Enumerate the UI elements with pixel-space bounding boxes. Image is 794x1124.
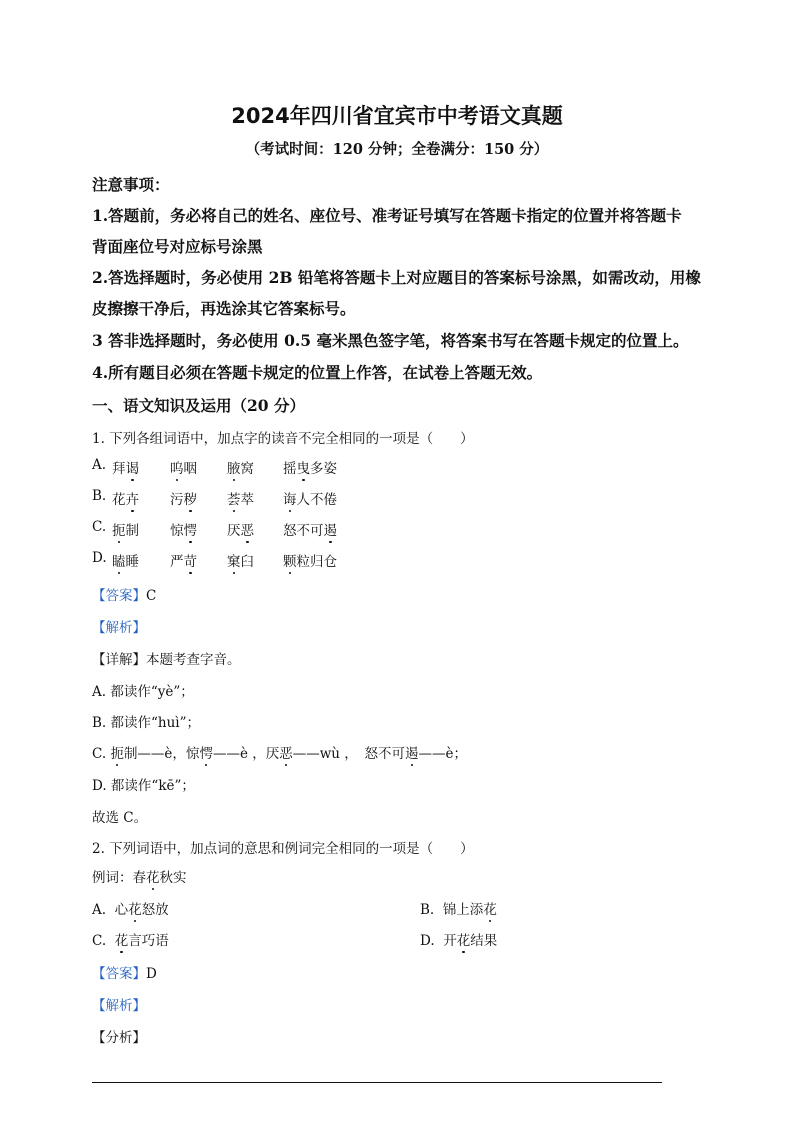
dotted-char: 恶 — [241, 519, 255, 539]
q1-option-label: C. — [92, 519, 107, 535]
q1-expl-a: A. 都读作“yè”； — [92, 684, 194, 700]
q2-option-d — [420, 929, 497, 949]
dotted-char: 扼 — [112, 519, 126, 539]
notice-item-2-line-1: 2.答选择题时，务必使用 2B 铅笔将答题卡上对应题目的答案标号涂黑，如需改动，用橡 — [92, 268, 701, 287]
option-part: 开 — [443, 933, 457, 949]
q1-word — [227, 457, 254, 477]
q2-option-c — [92, 929, 169, 949]
q1-stem: 1. 下列各组词语中，加点字的读音不完全相同的一项是（ ） — [92, 431, 474, 447]
detail-tag: 【详解】 — [92, 652, 146, 668]
q1-word — [227, 519, 254, 539]
footer-divider — [92, 1082, 662, 1083]
answer-tag: 【答案】 — [92, 588, 146, 604]
page-title: 2024年四川省宜宾市中考语文真题 — [231, 104, 563, 128]
expl-part: ——wù ， 怒不可 — [292, 746, 406, 762]
dotted-char: 愕 — [184, 519, 198, 539]
dotted-char: 花 — [128, 898, 142, 918]
option-label: B. — [420, 902, 435, 918]
dotted-char: 苛 — [184, 550, 198, 570]
q1-detail — [92, 648, 241, 668]
page-subtitle: （考试时间：120 分钟；全卷满分：150 分） — [245, 141, 549, 158]
word-part: 拜 — [112, 461, 126, 477]
q1-option-label: D. — [92, 550, 107, 566]
example-part: 秋实 — [159, 870, 187, 886]
option-label: C. — [92, 933, 107, 949]
notice-item-4: 4.所有题目必须在答题卡规定的位置上作答，在试卷上答题无效。 — [92, 363, 543, 382]
word-part: 睡 — [125, 554, 139, 570]
dotted-char: 恶 — [279, 742, 293, 762]
dotted-char: 呜 — [170, 457, 184, 477]
answer-tag: 【答案】 — [92, 966, 146, 982]
dotted-char: 遏 — [405, 742, 419, 762]
q1-word — [170, 550, 197, 570]
q2-analysis-sub: 【分析】 — [92, 1030, 146, 1046]
word-part: 严 — [170, 554, 184, 570]
detail-text: 本题考查字音。 — [146, 652, 241, 668]
option-part: 心 — [114, 902, 129, 918]
q1-word — [227, 550, 254, 570]
q1-word — [112, 550, 139, 570]
q2-analysis — [92, 994, 146, 1014]
option-label: A. — [92, 902, 107, 918]
dotted-char: 荟 — [227, 488, 241, 508]
word-part: 厌 — [227, 523, 241, 539]
expl-part: 制——è，惊 — [123, 746, 200, 762]
answer-value: C — [146, 588, 157, 604]
q2-option-b — [420, 898, 497, 918]
q1-word — [112, 488, 139, 508]
notice-item-3: 3 答非选择题时，务必使用 0.5 毫米黑色签字笔，将答案书写在答题卡规定的位置上。 — [92, 331, 689, 350]
notice-heading: 注意事项： — [92, 175, 170, 194]
dotted-char: 窠 — [227, 550, 241, 570]
q1-word — [112, 457, 139, 477]
word-part: 摇 — [283, 461, 297, 477]
dotted-char: 愕 — [199, 742, 213, 762]
q1-expl-d: D. 都读作“kē”； — [92, 778, 195, 794]
dotted-char: 曳 — [297, 457, 311, 477]
q1-word — [283, 457, 337, 477]
option-part: 结果 — [470, 933, 498, 949]
dotted-char: 花 — [483, 898, 497, 918]
notice-item-1-line-1: 1.答题前，务必将自己的姓名、座位号、准考证号填写在答题卡指定的位置并将答题卡 — [92, 206, 682, 225]
dotted-char: 遏 — [324, 519, 338, 539]
option-label: D. — [420, 933, 435, 949]
example-part: 例词：春 — [92, 870, 146, 886]
q1-word — [112, 519, 139, 539]
notice-item-1-line-2: 背面座位号对应标号涂黑 — [92, 237, 263, 256]
q2-answer — [92, 962, 157, 982]
answer-value: D — [146, 966, 157, 982]
q2-example — [92, 866, 187, 886]
word-part: 多姿 — [310, 461, 337, 477]
dotted-char: 花 — [457, 929, 471, 949]
word-part: 人不倦 — [296, 492, 337, 508]
dotted-char: 花 — [146, 866, 160, 886]
dotted-char: 诲 — [283, 488, 297, 508]
dotted-char: 花 — [115, 929, 129, 949]
q1-word — [170, 457, 197, 477]
analysis-tag: 【解析】 — [92, 998, 146, 1014]
notice-item-2-line-2: 皮擦擦干净后，再选涂其它答案标号。 — [92, 299, 356, 318]
word-part: 臼 — [240, 554, 254, 570]
q1-option-label: B. — [92, 488, 107, 504]
dotted-char: 扼 — [110, 742, 124, 762]
q1-conclusion: 故选 C。 — [92, 810, 148, 826]
word-part: 窝 — [240, 461, 254, 477]
analysis-tag: 【解析】 — [92, 620, 146, 636]
q2-stem: 2. 下列词语中，加点词的意思和例词完全相同的一项是（ ） — [92, 841, 474, 857]
option-part: 怒放 — [141, 902, 169, 918]
expl-part: ——è ，厌 — [212, 746, 280, 762]
word-part: 污 — [170, 492, 184, 508]
q1-word — [283, 488, 337, 508]
q1-word — [283, 519, 337, 539]
dotted-char: 腋 — [227, 457, 241, 477]
q1-expl-c — [92, 742, 467, 762]
option-part: 言巧语 — [128, 933, 169, 949]
dotted-char: 谒 — [126, 457, 140, 477]
word-part: 制 — [125, 523, 139, 539]
q2-option-a — [92, 898, 169, 918]
word-part: 怒不可 — [283, 523, 324, 539]
dotted-char: 瞌 — [112, 550, 126, 570]
q1-word — [283, 550, 337, 570]
word-part: 咽 — [183, 461, 197, 477]
q1-option-label: A. — [92, 457, 107, 473]
q1-word — [227, 488, 254, 508]
word-part: 花 — [112, 492, 126, 508]
expl-part: ——è； — [418, 746, 468, 762]
q1-analysis — [92, 616, 146, 636]
section-heading: 一、语文知识及运用（20 分） — [92, 396, 305, 415]
q1-word — [170, 519, 197, 539]
dotted-char: 颗 — [283, 550, 297, 570]
dotted-char: 卉 — [126, 488, 140, 508]
q1-answer — [92, 584, 156, 604]
dotted-char: 秽 — [184, 488, 198, 508]
expl-part: C. — [92, 746, 111, 762]
q1-word — [170, 488, 197, 508]
word-part: 萃 — [240, 492, 254, 508]
option-part: 锦上添 — [442, 902, 484, 918]
word-part: 粒归仓 — [296, 554, 337, 570]
q1-expl-b: B. 都读作“huì”； — [92, 715, 201, 731]
word-part: 惊 — [170, 523, 184, 539]
